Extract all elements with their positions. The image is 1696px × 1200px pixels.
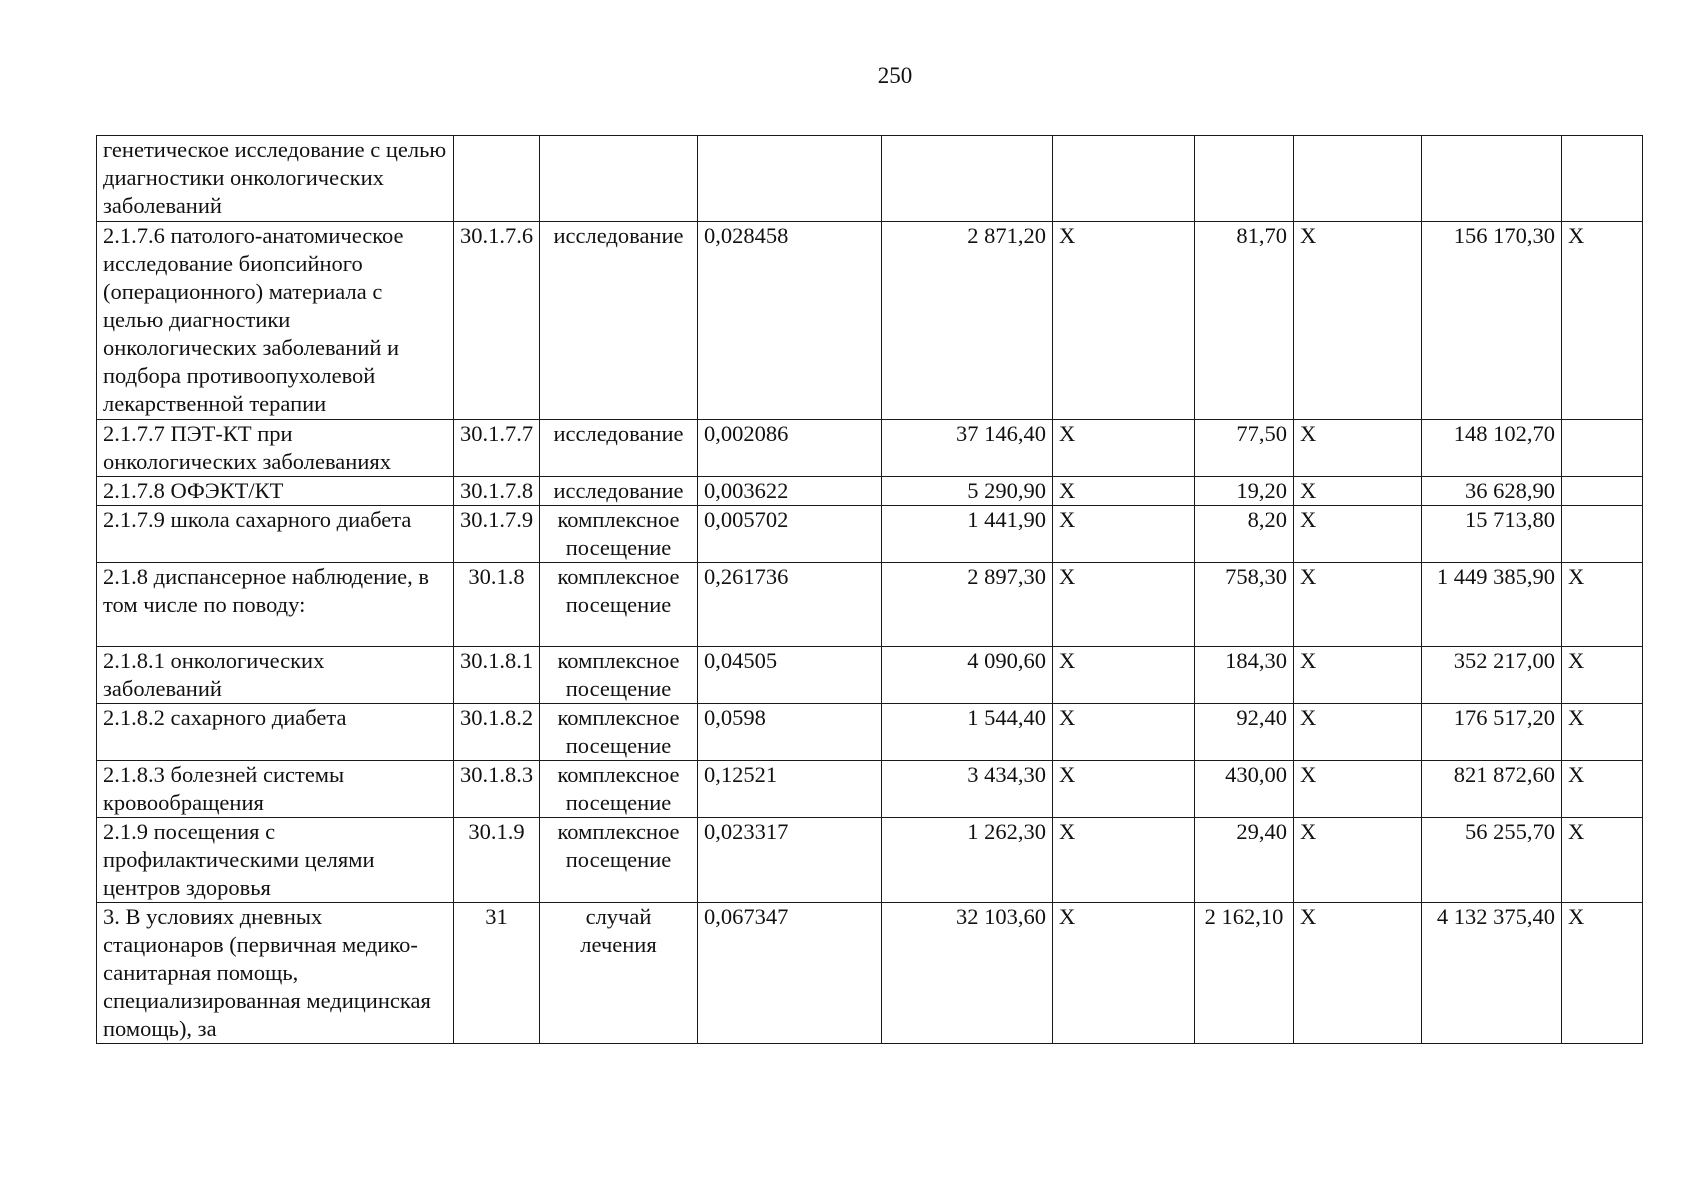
row-cost: 4 090,60	[882, 647, 1053, 704]
row-x3	[1562, 136, 1643, 222]
row-unit: исследование	[540, 420, 698, 477]
row-code	[454, 136, 540, 222]
row-x2: Х	[1294, 818, 1422, 903]
row-x1: Х	[1053, 420, 1195, 477]
row-per-capita: 184,30	[1195, 647, 1294, 704]
row-unit: комплексное посещение	[540, 563, 698, 647]
row-cost	[882, 136, 1053, 222]
row-name: 2.1.8.2 сахарного диабета	[97, 704, 454, 761]
row-per-capita: 29,40	[1195, 818, 1294, 903]
table-row	[97, 136, 1643, 222]
row-x3: Х	[1562, 222, 1643, 420]
row-code: 30.1.8	[454, 563, 540, 647]
row-name: 2.1.9 посещения с профилактическими целями центров здоровья	[97, 818, 454, 903]
row-per-capita: 2 162,10	[1195, 903, 1294, 1044]
row-norm	[698, 136, 882, 222]
row-name: генетическое исследование с целью диагностики онкологических заболеваний	[97, 136, 454, 222]
row-name: 2.1.7.6 патолого-анатомическое исследование биопсийного (операционного) материала с целью диагностики онкологических заболеваний и подбора противоопухолевой лекарственной терапии	[97, 222, 454, 420]
row-total: 148 102,70	[1422, 420, 1562, 477]
row-per-capita: 77,50	[1195, 420, 1294, 477]
row-x3: Х	[1562, 818, 1643, 903]
row-code: 30.1.7.6	[454, 222, 540, 420]
row-x2: Х	[1294, 506, 1422, 563]
row-total: 1 449 385,90	[1422, 563, 1562, 647]
table-row	[97, 704, 1643, 761]
row-code: 30.1.8.1	[454, 647, 540, 704]
row-total: 352 217,00	[1422, 647, 1562, 704]
table-row	[97, 477, 1643, 506]
row-name: 2.1.7.7 ПЭТ-КТ при онкологических заболеваниях	[97, 420, 454, 477]
row-x2: Х	[1294, 563, 1422, 647]
row-per-capita: 81,70	[1195, 222, 1294, 420]
row-per-capita: 19,20	[1195, 477, 1294, 506]
row-x1: Х	[1053, 477, 1195, 506]
row-x2: Х	[1294, 704, 1422, 761]
row-x1: Х	[1053, 647, 1195, 704]
row-cost: 32 103,60	[882, 903, 1053, 1044]
row-total: 176 517,20	[1422, 704, 1562, 761]
table-row	[97, 761, 1643, 818]
row-cost: 37 146,40	[882, 420, 1053, 477]
row-code: 30.1.7.7	[454, 420, 540, 477]
row-norm: 0,04505	[698, 647, 882, 704]
row-norm: 0,002086	[698, 420, 882, 477]
row-x3: Х	[1562, 647, 1643, 704]
row-unit: комплексное посещение	[540, 818, 698, 903]
row-code: 30.1.8.2	[454, 704, 540, 761]
table-row	[97, 222, 1643, 420]
row-x3: Х	[1562, 903, 1643, 1044]
row-per-capita: 430,00	[1195, 761, 1294, 818]
row-norm: 0,003622	[698, 477, 882, 506]
page-number: 250	[877, 63, 913, 88]
row-x3: Х	[1562, 704, 1643, 761]
row-x2: Х	[1294, 222, 1422, 420]
row-norm: 0,261736	[698, 563, 882, 647]
row-unit: случай лечения	[540, 903, 698, 1044]
row-norm: 0,0598	[698, 704, 882, 761]
row-per-capita: 8,20	[1195, 506, 1294, 563]
row-x1: Х	[1053, 761, 1195, 818]
row-x2: Х	[1294, 477, 1422, 506]
row-per-capita: 758,30	[1195, 563, 1294, 647]
row-x3	[1562, 420, 1643, 477]
row-norm: 0,005702	[698, 506, 882, 563]
row-x2: Х	[1294, 903, 1422, 1044]
data-table	[96, 135, 1643, 1044]
row-norm: 0,067347	[698, 903, 882, 1044]
row-x1: Х	[1053, 222, 1195, 420]
row-x3: Х	[1562, 761, 1643, 818]
row-code: 30.1.8.3	[454, 761, 540, 818]
table-row	[97, 506, 1643, 563]
row-x1: Х	[1053, 818, 1195, 903]
row-total	[1422, 136, 1562, 222]
table-row	[97, 818, 1643, 903]
row-x2: Х	[1294, 761, 1422, 818]
row-unit: комплексное посещение	[540, 647, 698, 704]
row-per-capita	[1195, 136, 1294, 222]
row-total: 156 170,30	[1422, 222, 1562, 420]
row-total: 56 255,70	[1422, 818, 1562, 903]
row-name: 2.1.8 диспансерное наблюдение, в том числе по поводу:	[97, 563, 454, 647]
row-x2: Х	[1294, 647, 1422, 704]
row-unit: исследование	[540, 477, 698, 506]
row-cost: 2 871,20	[882, 222, 1053, 420]
row-code: 30.1.9	[454, 818, 540, 903]
row-norm: 0,028458	[698, 222, 882, 420]
row-x1: Х	[1053, 506, 1195, 563]
table-row	[97, 563, 1643, 647]
row-norm: 0,12521	[698, 761, 882, 818]
row-x1: Х	[1053, 704, 1195, 761]
row-unit: комплексное посещение	[540, 506, 698, 563]
row-code: 30.1.7.9	[454, 506, 540, 563]
row-per-capita: 92,40	[1195, 704, 1294, 761]
row-name: 3. В условиях дневных стационаров (первичная медико-санитарная помощь, специализированная медицинская помощь), за	[97, 903, 454, 1044]
table-row	[97, 647, 1643, 704]
row-unit: комплексное посещение	[540, 704, 698, 761]
row-x1	[1053, 136, 1195, 222]
row-name: 2.1.7.8 ОФЭКТ/КТ	[97, 477, 454, 506]
row-cost: 1 544,40	[882, 704, 1053, 761]
row-x1: Х	[1053, 563, 1195, 647]
row-x3: Х	[1562, 563, 1643, 647]
table-row	[97, 420, 1643, 477]
row-cost: 1 262,30	[882, 818, 1053, 903]
row-cost: 5 290,90	[882, 477, 1053, 506]
row-norm: 0,023317	[698, 818, 882, 903]
row-unit: комплексное посещение	[540, 761, 698, 818]
row-x2	[1294, 136, 1422, 222]
row-cost: 3 434,30	[882, 761, 1053, 818]
row-unit	[540, 136, 698, 222]
row-code: 30.1.7.8	[454, 477, 540, 506]
row-x1: Х	[1053, 903, 1195, 1044]
row-x3	[1562, 477, 1643, 506]
row-name: 2.1.7.9 школа сахарного диабета	[97, 506, 454, 563]
row-name: 2.1.8.1 онкологических заболеваний	[97, 647, 454, 704]
row-x2: Х	[1294, 420, 1422, 477]
row-total: 36 628,90	[1422, 477, 1562, 506]
row-code: 31	[454, 903, 540, 1044]
row-unit: исследование	[540, 222, 698, 420]
row-x3	[1562, 506, 1643, 563]
table-row	[97, 903, 1643, 1044]
row-total: 4 132 375,40	[1422, 903, 1562, 1044]
row-total: 821 872,60	[1422, 761, 1562, 818]
row-total: 15 713,80	[1422, 506, 1562, 563]
row-cost: 2 897,30	[882, 563, 1053, 647]
row-name: 2.1.8.3 болезней системы кровообращения	[97, 761, 454, 818]
row-cost: 1 441,90	[882, 506, 1053, 563]
